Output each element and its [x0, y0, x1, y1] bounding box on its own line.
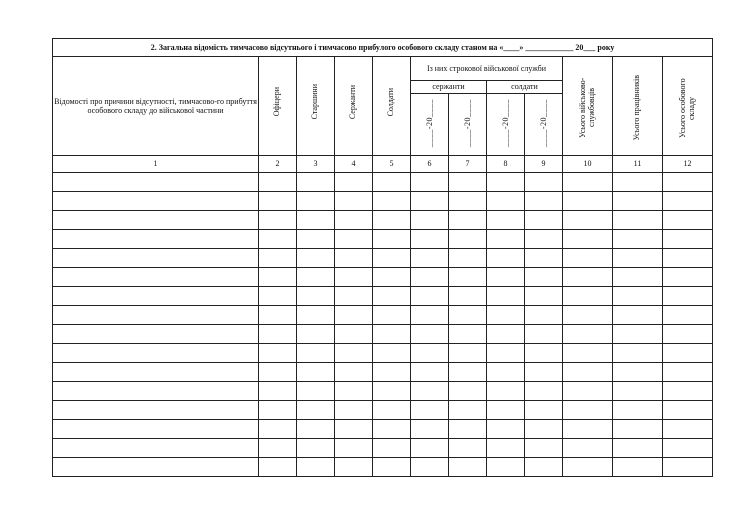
entry-cell[interactable] [663, 344, 713, 363]
entry-cell[interactable] [373, 458, 411, 477]
entry-cell[interactable] [487, 458, 525, 477]
entry-cell[interactable] [487, 363, 525, 382]
entry-cell[interactable] [487, 344, 525, 363]
entry-cell[interactable] [487, 382, 525, 401]
entry-cell[interactable] [411, 249, 449, 268]
entry-cell[interactable] [259, 249, 297, 268]
table-row [53, 268, 713, 287]
entry-cell[interactable] [411, 382, 449, 401]
entry-cell[interactable] [259, 211, 297, 230]
entry-cell[interactable] [297, 306, 335, 325]
entry-cell[interactable] [297, 192, 335, 211]
entry-cell[interactable] [663, 192, 713, 211]
entry-cell[interactable] [449, 458, 487, 477]
entry-cell[interactable] [613, 420, 663, 439]
entry-cell[interactable] [487, 173, 525, 192]
header-conscript-sergeants: сержанти [411, 81, 487, 94]
entry-cell[interactable] [53, 325, 259, 344]
table-row [53, 173, 713, 192]
entry-cell[interactable] [663, 325, 713, 344]
entry-cell[interactable] [373, 192, 411, 211]
entry-cell[interactable] [259, 363, 297, 382]
entry-cell[interactable] [663, 268, 713, 287]
header-row-1 [53, 57, 713, 81]
entry-cell[interactable] [613, 230, 663, 249]
entry-cell[interactable] [259, 306, 297, 325]
entry-cell[interactable] [411, 173, 449, 192]
entry-cell[interactable] [487, 287, 525, 306]
table-row [53, 420, 713, 439]
header-soldiers: Солдати [373, 57, 411, 156]
entry-cell[interactable] [663, 439, 713, 458]
column-number: 11 [613, 156, 663, 173]
column-number: 5 [373, 156, 411, 173]
header-sergeants: Сержанти [335, 57, 373, 156]
table-row [53, 458, 713, 477]
entry-cell[interactable] [563, 211, 613, 230]
column-number-row [53, 156, 713, 173]
entry-cell[interactable] [525, 439, 563, 458]
entry-cell[interactable] [563, 458, 613, 477]
entry-cell[interactable] [53, 306, 259, 325]
entry-cell[interactable] [411, 363, 449, 382]
entry-cell[interactable] [53, 287, 259, 306]
entry-cell[interactable] [259, 325, 297, 344]
entry-cell[interactable] [53, 268, 259, 287]
entry-cell[interactable] [487, 230, 525, 249]
entry-cell[interactable] [335, 325, 373, 344]
entry-cell[interactable] [663, 230, 713, 249]
entry-cell[interactable] [297, 382, 335, 401]
entry-cell[interactable] [297, 401, 335, 420]
entry-cell[interactable] [53, 249, 259, 268]
entry-cell[interactable] [53, 344, 259, 363]
entry-cell[interactable] [525, 230, 563, 249]
entry-cell[interactable] [525, 420, 563, 439]
table-row [53, 287, 713, 306]
entry-cell[interactable] [663, 363, 713, 382]
entry-cell[interactable] [563, 325, 613, 344]
entry-cell[interactable] [563, 306, 613, 325]
header-total-personnel: Усього особового складу [663, 57, 713, 156]
entry-cell[interactable] [525, 173, 563, 192]
entry-cell[interactable] [259, 382, 297, 401]
entry-cell[interactable] [259, 268, 297, 287]
entry-cell[interactable] [335, 306, 373, 325]
entry-cell[interactable] [259, 192, 297, 211]
entry-cell[interactable] [373, 268, 411, 287]
entry-cell[interactable] [613, 211, 663, 230]
entry-cell[interactable] [449, 325, 487, 344]
entry-cell[interactable] [373, 306, 411, 325]
entry-cell[interactable] [613, 306, 663, 325]
entry-cell[interactable] [563, 401, 613, 420]
entry-cell[interactable] [259, 344, 297, 363]
entry-cell[interactable] [449, 249, 487, 268]
entry-cell[interactable] [449, 192, 487, 211]
entry-cell[interactable] [335, 287, 373, 306]
entry-cell[interactable] [373, 230, 411, 249]
entry-cell[interactable] [563, 439, 613, 458]
header-conscripts-group: Із них строкової військової служби [411, 57, 563, 81]
entry-cell[interactable] [335, 458, 373, 477]
entry-cell[interactable] [259, 401, 297, 420]
entry-cell[interactable] [613, 173, 663, 192]
entry-cell[interactable] [613, 363, 663, 382]
entry-cell[interactable] [449, 211, 487, 230]
column-number: 2 [259, 156, 297, 173]
entry-cell[interactable] [335, 249, 373, 268]
header-total-workers: Усього працівників [613, 57, 663, 156]
entry-cell[interactable] [663, 420, 713, 439]
entry-cell[interactable] [411, 420, 449, 439]
entry-cell[interactable] [373, 363, 411, 382]
entry-cell[interactable] [663, 173, 713, 192]
title-row [53, 39, 713, 57]
entry-cell[interactable] [297, 439, 335, 458]
entry-cell[interactable] [563, 249, 613, 268]
entry-cell[interactable] [411, 192, 449, 211]
entry-cell[interactable] [563, 192, 613, 211]
entry-cell[interactable] [297, 173, 335, 192]
entry-cell[interactable] [663, 306, 713, 325]
description-header: Відомості про причини відсутності, тимчасово-го прибуття особового складу до військової частини [53, 57, 259, 156]
entry-cell[interactable] [53, 192, 259, 211]
entry-cell[interactable] [335, 211, 373, 230]
entry-cell[interactable] [525, 344, 563, 363]
entry-cell[interactable] [297, 249, 335, 268]
header-senior: Старшини [297, 57, 335, 156]
entry-cell[interactable] [53, 439, 259, 458]
entry-cell[interactable] [613, 401, 663, 420]
entry-cell[interactable] [487, 306, 525, 325]
entry-cell[interactable] [613, 249, 663, 268]
table-row [53, 344, 713, 363]
column-number: 6 [411, 156, 449, 173]
entry-cell[interactable] [525, 249, 563, 268]
entry-cell[interactable] [563, 420, 613, 439]
entry-cell[interactable] [373, 211, 411, 230]
header-conscript-soldiers: солдати [487, 81, 563, 94]
header-officers: Офіцери [259, 57, 297, 156]
entry-cell[interactable] [613, 192, 663, 211]
entry-cell[interactable] [373, 325, 411, 344]
entry-cell[interactable] [297, 458, 335, 477]
entry-cell[interactable] [563, 382, 613, 401]
entry-cell[interactable] [53, 420, 259, 439]
entry-cell[interactable] [259, 420, 297, 439]
entry-cell[interactable] [297, 420, 335, 439]
table-row [53, 306, 713, 325]
entry-cell[interactable] [53, 211, 259, 230]
entry-cell[interactable] [525, 363, 563, 382]
date-cell-7: ____-20____ [449, 94, 487, 156]
entry-cell[interactable] [373, 401, 411, 420]
entry-cell[interactable] [613, 268, 663, 287]
entry-cell[interactable] [411, 211, 449, 230]
entry-cell[interactable] [259, 173, 297, 192]
entry-cell[interactable] [449, 363, 487, 382]
entry-cell[interactable] [613, 287, 663, 306]
entry-cell[interactable] [53, 230, 259, 249]
entry-cell[interactable] [663, 458, 713, 477]
table-row [53, 230, 713, 249]
table-row [53, 325, 713, 344]
entry-cell[interactable] [525, 211, 563, 230]
table-row [53, 249, 713, 268]
entry-cell[interactable] [613, 382, 663, 401]
entry-cell[interactable] [663, 211, 713, 230]
entry-cell[interactable] [663, 382, 713, 401]
entry-cell[interactable] [297, 344, 335, 363]
entry-cell[interactable] [335, 439, 373, 458]
table-row [53, 401, 713, 420]
table-row [53, 211, 713, 230]
entry-cell[interactable] [449, 382, 487, 401]
entry-cell[interactable] [449, 439, 487, 458]
entry-cell[interactable] [525, 287, 563, 306]
entry-cell[interactable] [259, 458, 297, 477]
entry-cell[interactable] [563, 287, 613, 306]
entry-cell[interactable] [335, 363, 373, 382]
entry-cell[interactable] [373, 173, 411, 192]
entry-cell[interactable] [613, 458, 663, 477]
entry-cell[interactable] [563, 230, 613, 249]
personnel-statement-table [52, 38, 713, 477]
entry-cell[interactable] [487, 249, 525, 268]
entry-cell[interactable] [525, 458, 563, 477]
entry-cell[interactable] [563, 344, 613, 363]
entry-cell[interactable] [335, 344, 373, 363]
table-row [53, 382, 713, 401]
entry-cell[interactable] [449, 344, 487, 363]
entry-cell[interactable] [487, 401, 525, 420]
entry-cell[interactable] [411, 306, 449, 325]
entry-cell[interactable] [449, 420, 487, 439]
entry-cell[interactable] [297, 268, 335, 287]
entry-cell[interactable] [53, 363, 259, 382]
entry-cell[interactable] [335, 268, 373, 287]
entry-cell[interactable] [53, 401, 259, 420]
form-title: 2. Загальна відомість тимчасово відсутнього і тимчасово прибулого особового складу станом на «____» ____________ 20___ року [53, 39, 713, 57]
date-cell-6: ____-20____ [411, 94, 449, 156]
entry-cell[interactable] [373, 420, 411, 439]
date-cell-9: ____-20____ [525, 94, 563, 156]
table-row [53, 363, 713, 382]
entry-cell[interactable] [487, 268, 525, 287]
entry-cell[interactable] [335, 420, 373, 439]
entry-cell[interactable] [411, 439, 449, 458]
entry-cell[interactable] [373, 382, 411, 401]
entry-cell[interactable] [297, 325, 335, 344]
entry-cell[interactable] [373, 249, 411, 268]
column-number: 12 [663, 156, 713, 173]
entry-cell[interactable] [613, 325, 663, 344]
table-row [53, 192, 713, 211]
entry-cell[interactable] [259, 287, 297, 306]
entry-cell[interactable] [663, 401, 713, 420]
entry-cell[interactable] [373, 439, 411, 458]
entry-cell[interactable] [53, 173, 259, 192]
entry-cell[interactable] [525, 306, 563, 325]
entry-cell[interactable] [411, 325, 449, 344]
column-number: 8 [487, 156, 525, 173]
entry-cell[interactable] [373, 287, 411, 306]
entry-cell[interactable] [53, 458, 259, 477]
entry-cell[interactable] [487, 192, 525, 211]
entry-cell[interactable] [259, 230, 297, 249]
entry-cell[interactable] [613, 344, 663, 363]
entry-cell[interactable] [525, 325, 563, 344]
column-number: 3 [297, 156, 335, 173]
column-number: 4 [335, 156, 373, 173]
entry-cell[interactable] [663, 287, 713, 306]
entry-cell[interactable] [525, 382, 563, 401]
date-cell-8: ____-20____ [487, 94, 525, 156]
entry-cell[interactable] [335, 192, 373, 211]
entry-cell[interactable] [563, 173, 613, 192]
entry-cell[interactable] [297, 363, 335, 382]
entry-cell[interactable] [487, 211, 525, 230]
column-number: 1 [53, 156, 259, 173]
entry-cell[interactable] [487, 439, 525, 458]
entry-cell[interactable] [411, 401, 449, 420]
entry-cell[interactable] [563, 363, 613, 382]
entry-cell[interactable] [297, 211, 335, 230]
entry-cell[interactable] [411, 287, 449, 306]
entry-cell[interactable] [411, 268, 449, 287]
entry-cell[interactable] [487, 325, 525, 344]
column-number: 7 [449, 156, 487, 173]
entry-cell[interactable] [563, 268, 613, 287]
column-number: 9 [525, 156, 563, 173]
entry-cell[interactable] [335, 382, 373, 401]
entry-cell[interactable] [411, 344, 449, 363]
entry-cell[interactable] [297, 287, 335, 306]
entry-cell[interactable] [335, 401, 373, 420]
entry-cell[interactable] [525, 401, 563, 420]
entry-cell[interactable] [259, 439, 297, 458]
table-row [53, 439, 713, 458]
column-number: 10 [563, 156, 613, 173]
entry-cell[interactable] [297, 230, 335, 249]
entry-cell[interactable] [53, 382, 259, 401]
entry-cell[interactable] [411, 230, 449, 249]
entry-cell[interactable] [449, 401, 487, 420]
entry-cell[interactable] [525, 192, 563, 211]
entry-cell[interactable] [449, 306, 487, 325]
entry-cell[interactable] [373, 344, 411, 363]
entry-cell[interactable] [335, 173, 373, 192]
entry-cell[interactable] [487, 420, 525, 439]
header-total-servicemen: Усього військово-службовців [563, 57, 613, 156]
entry-cell[interactable] [663, 249, 713, 268]
entry-cell[interactable] [449, 230, 487, 249]
entry-cell[interactable] [525, 268, 563, 287]
entry-cell[interactable] [411, 458, 449, 477]
entry-cell[interactable] [613, 439, 663, 458]
entry-cell[interactable] [449, 268, 487, 287]
entry-cell[interactable] [449, 173, 487, 192]
entry-cell[interactable] [449, 287, 487, 306]
entry-cell[interactable] [335, 230, 373, 249]
